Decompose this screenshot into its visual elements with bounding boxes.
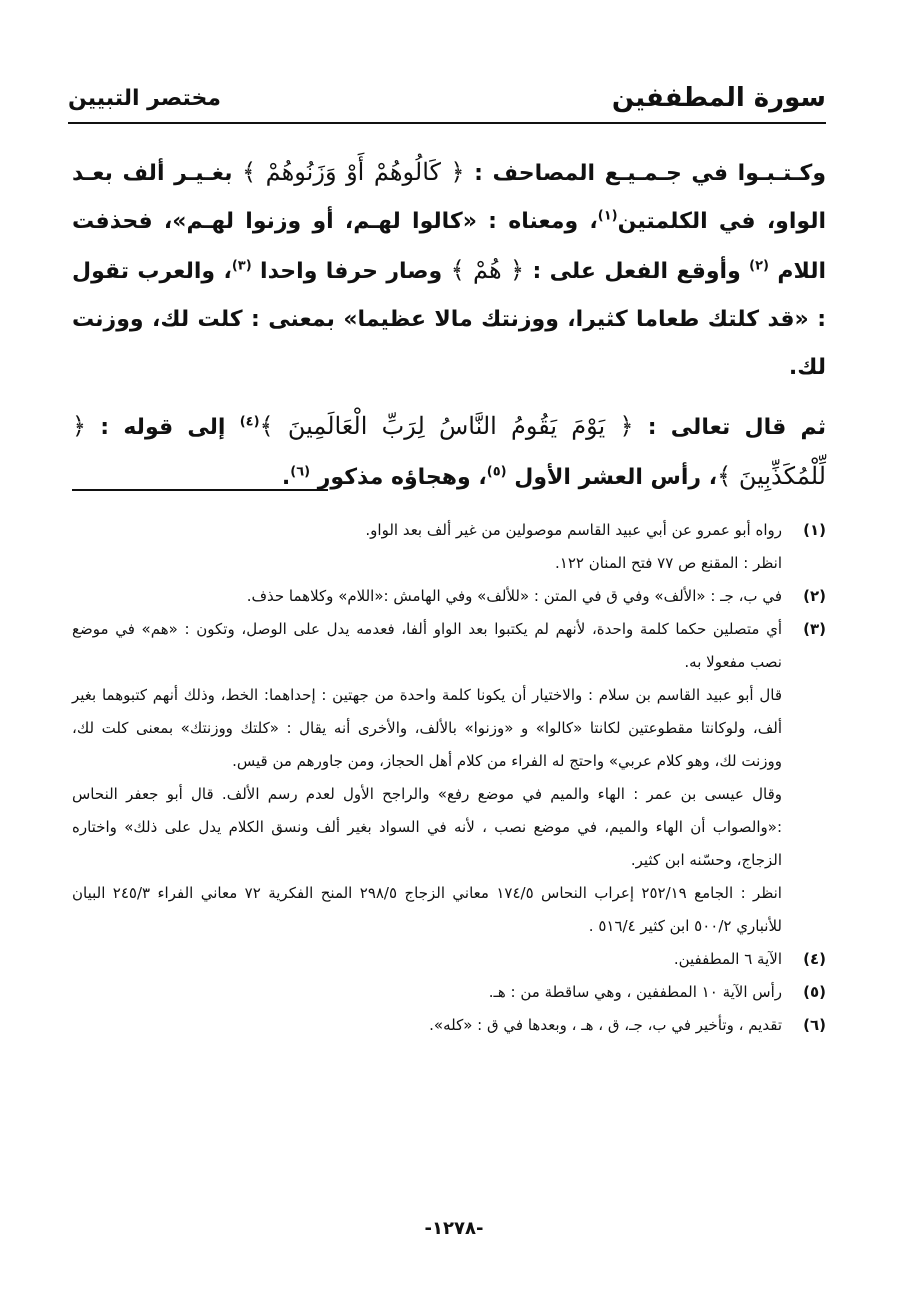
footnote-1 — [72, 514, 826, 580]
text-segment: وصار حرفا واحدا — [251, 259, 451, 284]
footnote-line: أي متصلين حكما كلمة واحدة، لأنهم لم يكتبوا بعد الواو ألفا، فعدمه يدل على الوصل، وتكون : «هم» في موضع نصب مفعولا به. — [72, 620, 782, 671]
page-header — [68, 82, 826, 124]
book-title: مختصر التبيين — [68, 86, 222, 111]
footnote-line: قال أبو عبيد القاسم بن سلام : والاختيار أن يكونا كلمة واحدة من جهتين : إحداهما: الخط، وذلك أنهم كتبوهما بغير ألف، ولوكانتا مقطوعتين لكانتا «كالوا» و «وزنوا» بالألف، والأخرى أنه يقال : «كلتك ووزنتك» بمعنى كلت لك، ووزنت لك، وهو كلام عربي» واحتج له الفراء من كلام أهل الحجاز، ومن جاورهم من قيس. — [72, 686, 782, 770]
footnote-number: (٤) — [803, 950, 826, 968]
footnote-line: الآية ٦ المطففين. — [673, 950, 782, 968]
main-text — [72, 148, 826, 502]
footnote-line: رأس الآية ١٠ المطففين ، وهي ساقطة من : هـ. — [488, 983, 782, 1001]
text-segment: ، ومعناه : «كالوا لهـم، أو وزنوا لهـم»، فحذفت اللام — [72, 209, 827, 284]
footnote-ref: (١) — [597, 208, 618, 224]
footnote-ref: (٣) — [231, 258, 252, 274]
text-segment: وكـتـبـوا في جـمـيـع المصاحف : — [464, 161, 826, 186]
footnote-line: انظر : الجامع ٢٥٢/١٩ إعراب النحاس ١٧٤/٥ معاني الزجاج ٢٩٨/٥ المنح الفكرية ٧٢ معاني الفراء ٢٤٥/٣ البيان للأنباري ٥٠٠/٢ ابن كثير ٥١٦/٤ . — [72, 884, 782, 935]
footnote-4 — [72, 943, 826, 976]
footnote-line: في ب، جـ : «الألف» وفي ق في المتن : «للألف» وفي الهامش :«اللام» وكلاهما حذف. — [246, 587, 782, 605]
footnote-number: (٥) — [803, 983, 826, 1001]
quran-verse: ﴿ لِّلْمُكَذِّبِينَ ﴾ — [72, 412, 826, 490]
quran-verse: ﴿ يَوْمَ يَقُومُ النَّاسُ لِرَبِّ الْعَالَمِينَ ﴾ — [259, 412, 634, 440]
page-number: -١٢٧٨- — [424, 1218, 484, 1239]
text-segment: بغـيـر ألف بعـد الواو، في الكلمتين — [72, 161, 826, 234]
footnote-number: (٦) — [803, 1016, 826, 1034]
quran-verse: ﴿ هُمْ ﴾ — [450, 256, 525, 284]
footnote-3 — [72, 613, 826, 943]
footnote-2 — [72, 580, 826, 613]
footnote-line: انظر : المقنع ص ٧٧ فتح المنان ١٢٢. — [555, 554, 782, 572]
text-segment: . — [281, 465, 291, 490]
footnote-ref: (٦) — [290, 464, 311, 480]
footnote-ref: (٤) — [239, 414, 260, 430]
quran-verse: ﴿ كَالُوهُمْ أَوْ وَزَنُوهُمْ ﴾ — [242, 158, 465, 186]
footnote-number: (٣) — [803, 620, 826, 638]
text-segment: ، والعرب تقول : «قد كلتك طعاما كثيرا، ووزنتك مالا عظيما» بمعنى : كلت لك، ووزنت لك. — [72, 259, 826, 380]
footnote-line: رواه أبو عمرو عن أبي عبيد القاسم موصولين من غير ألف بعد الواو. — [365, 521, 782, 539]
text-segment: ، وهجاؤه مذكور — [310, 465, 487, 490]
text-segment: وأوقع الفعل على : — [524, 259, 750, 284]
footnote-6 — [72, 1009, 826, 1042]
footnote-5 — [72, 976, 826, 1009]
footnote-ref: (٥) — [486, 464, 507, 480]
footnote-separator — [72, 489, 328, 491]
footnote-ref: (٢) — [749, 258, 769, 274]
surah-title: سورة المطففين — [611, 83, 826, 113]
paragraph-1 — [72, 148, 826, 392]
footnotes — [72, 514, 826, 1042]
footnote-number: (١) — [803, 521, 826, 539]
footnote-line: تقديم ، وتأخير في ب، جـ، ق ، هـ ، وبعدها في ق : «كله». — [429, 1016, 782, 1034]
footnote-line: وقال عيسى بن عمر : الهاء والميم في موضع رفع» والراجح الأول لعدم رسم الألف. قال أبو جعفر النحاس :«والصواب أن الهاء والميم، في موضع نصب ، لأنه في السواد بغير ألف ونسق الكلام يدل على ذلك» واختاره الزجاج، وحسّنه ابن كثير. — [72, 785, 782, 869]
text-segment: ثم قال تعالى : — [633, 415, 827, 440]
footnote-number: (٢) — [803, 587, 826, 605]
text-segment: إلى قوله : — [86, 415, 240, 440]
text-segment: ، رأس العشر الأول — [506, 465, 718, 490]
paragraph-2 — [72, 402, 826, 502]
